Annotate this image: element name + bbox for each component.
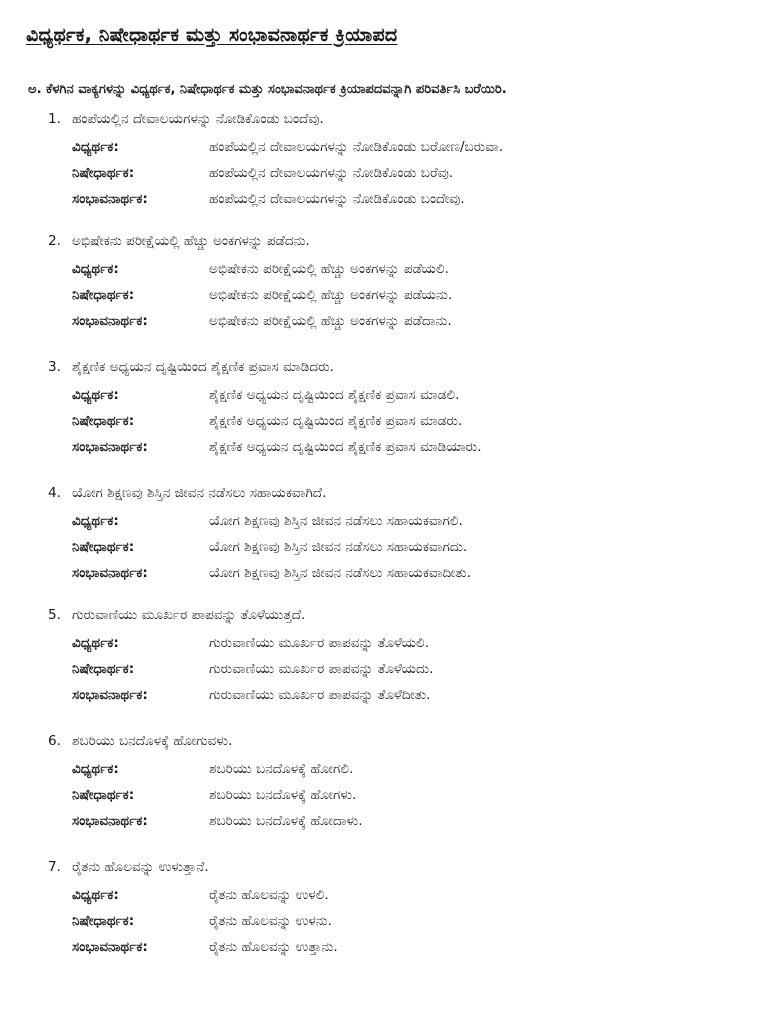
answer-vidhyarthaka xyxy=(72,256,452,282)
answer-block xyxy=(72,882,338,960)
answer-label: ವಿಧ್ಯರ್ಥಕ: xyxy=(72,139,119,155)
exercise-item-7 xyxy=(0,852,768,974)
exercise-list xyxy=(0,104,768,974)
question-number: 4. xyxy=(48,485,61,501)
answer-block xyxy=(72,256,452,334)
answer-sambhavanarthaka xyxy=(72,682,433,708)
exercise-item-4 xyxy=(0,478,768,600)
question-text: ಹಂಪೆಯಲ್ಲಿನ ದೇವಾಲಯಗಳನ್ನು ನೋಡಿಕೊಂಡು ಬಂದೆವು. xyxy=(72,111,324,127)
answer-label: ಸಂಭಾವನಾರ್ಥಕ: xyxy=(72,439,148,455)
question-number: 2. xyxy=(48,233,61,249)
question-text: ಯೋಗ ಶಿಕ್ಷಣವು ಶಿಸ್ತಿನ ಜೀವನ ನಡೆಸಲು ಸಹಾಯಕವಾಗಿದೆ. xyxy=(72,485,327,501)
answer-block xyxy=(72,382,482,460)
answer-sambhavanarthaka xyxy=(72,560,471,586)
answer-text: ಶೈಕ್ಷಣಿಕ ಅಧ್ಯಯನ ದೃಷ್ಟಿಯಿಂದ ಶೈಕ್ಷಣಿಕ ಪ್ರವಾಸ ಮಾಡಲಿ. xyxy=(209,387,460,403)
answer-text: ಅಭಿಷೇಕನು ಪರೀಕ್ಷೆಯಲ್ಲಿ ಹೆಚ್ಚು ಅಂಕಗಳನ್ನು ಪಡೆಯನು. xyxy=(209,287,453,303)
answer-label: ವಿಧ್ಯರ್ಥಕ: xyxy=(72,887,119,903)
answer-label: ನಿಷೇಧಾರ್ಥಕ: xyxy=(72,413,135,429)
answer-vidhyarthaka xyxy=(72,882,338,908)
answer-text: ರೈತನು ಹೊಲವನ್ನು ಉಳಲಿ. xyxy=(209,887,329,903)
answer-text: ಶೈಕ್ಷಣಿಕ ಅಧ್ಯಯನ ದೃಷ್ಟಿಯಿಂದ ಶೈಕ್ಷಣಿಕ ಪ್ರವಾಸ ಮಾಡಿಯಾರು. xyxy=(209,439,482,455)
answer-sambhavanarthaka xyxy=(72,186,503,212)
question-sentence xyxy=(48,730,232,752)
exercise-instruction: ಅ. ಕೆಳಗಿನ ವಾಕ್ಯಗಳನ್ನು ವಿಧ್ಯರ್ಥಕ, ನಿಷೇಧಾರ್ಥಕ ಮತ್ತು ಸಂಭಾವನಾರ್ಥಕ ಕ್ರಿಯಾಪದವನ್ನಾಗಿ ಪರಿವರ್ತಿಸಿ ಬರೆಯಿರಿ. xyxy=(28,82,507,97)
question-number: 5. xyxy=(48,607,61,623)
answer-text: ಹಂಪೆಯಲ್ಲಿನ ದೇವಾಲಯಗಳನ್ನು ನೋಡಿಕೊಂಡು ಬರೋಣ/ಬರುವಾ. xyxy=(209,139,504,155)
answer-label: ಸಂಭಾವನಾರ್ಥಕ: xyxy=(72,939,148,955)
answer-sambhavanarthaka xyxy=(72,808,363,834)
exercise-item-3 xyxy=(0,352,768,478)
answer-block xyxy=(72,134,503,212)
question-number: 3. xyxy=(48,359,61,375)
answer-nishedharthaka xyxy=(72,908,338,934)
answer-text: ಅಭಿಷೇಕನು ಪರೀಕ್ಷೆಯಲ್ಲಿ ಹೆಚ್ಚು ಅಂಕಗಳನ್ನು ಪಡೆದಾನು. xyxy=(209,313,452,329)
answer-label: ನಿಷೇಧಾರ್ಥಕ: xyxy=(72,913,135,929)
answer-sambhavanarthaka xyxy=(72,934,338,960)
answer-nishedharthaka xyxy=(72,160,503,186)
answer-label: ಸಂಭಾವನಾರ್ಥಕ: xyxy=(72,191,148,207)
answer-nishedharthaka xyxy=(72,534,471,560)
answer-text: ಗುರುವಾಣಿಯು ಮೂರ್ಖರ ಪಾಪವನ್ನು ತೊಳೆದೀತು. xyxy=(209,687,431,703)
answer-nishedharthaka xyxy=(72,408,482,434)
exercise-item-5 xyxy=(0,600,768,726)
page-title: ವಿಧ್ಯರ್ಥಕ, ನಿಷೇಧಾರ್ಥಕ ಮತ್ತು ಸಂಭಾವನಾರ್ಥಕ ಕ್ರಿಯಾಪದ xyxy=(26,24,398,46)
answer-label: ನಿಷೇಧಾರ್ಥಕ: xyxy=(72,661,135,677)
answer-text: ಯೋಗ ಶಿಕ್ಷಣವು ಶಿಸ್ತಿನ ಜೀವನ ನಡೆಸಲು ಸಹಾಯಕವಾಗದು. xyxy=(209,539,468,555)
question-sentence xyxy=(48,856,209,878)
answer-text: ಶೈಕ್ಷಣಿಕ ಅಧ್ಯಯನ ದೃಷ್ಟಿಯಿಂದ ಶೈಕ್ಷಣಿಕ ಪ್ರವಾಸ ಮಾಡರು. xyxy=(209,413,463,429)
answer-label: ನಿಷೇಧಾರ್ಥಕ: xyxy=(72,165,135,181)
question-text: ಅಭಿಷೇಕನು ಪರೀಕ್ಷೆಯಲ್ಲಿ ಹೆಚ್ಚು ಅಂಕಗಳನ್ನು ಪಡೆದನು. xyxy=(72,233,310,249)
answer-block xyxy=(72,756,363,834)
answer-text: ಹಂಪೆಯಲ್ಲಿನ ದೇವಾಲಯಗಳನ್ನು ನೋಡಿಕೊಂಡು ಬಂದೇವು. xyxy=(209,191,465,207)
answer-nishedharthaka xyxy=(72,282,452,308)
question-text: ಶಬರಿಯು ಬನದೊಳಕ್ಕೆ ಹೋಗುವಳು. xyxy=(72,733,233,749)
question-text: ರೈತನು ಹೊಲವನ್ನು ಉಳುತ್ತಾನೆ. xyxy=(72,859,209,875)
answer-label: ನಿಷೇಧಾರ್ಥಕ: xyxy=(72,787,135,803)
exercise-item-6 xyxy=(0,726,768,852)
answer-label: ಸಂಭಾವನಾರ್ಥಕ: xyxy=(72,313,148,329)
answer-text: ಶಬರಿಯು ಬನದೊಳಕ್ಕೆ ಹೋದಾಳು. xyxy=(209,813,363,829)
answer-nishedharthaka xyxy=(72,656,433,682)
exercise-item-1 xyxy=(0,104,768,226)
answer-sambhavanarthaka xyxy=(72,434,482,460)
question-sentence xyxy=(48,482,327,504)
answer-label: ವಿಧ್ಯರ್ಥಕ: xyxy=(72,635,119,651)
answer-block xyxy=(72,630,433,708)
question-number: 7. xyxy=(48,859,61,875)
answer-text: ಗುರುವಾಣಿಯು ಮೂರ್ಖರ ಪಾಪವನ್ನು ತೊಳೆಯಲಿ. xyxy=(209,635,430,651)
answer-label: ವಿಧ್ಯರ್ಥಕ: xyxy=(72,761,119,777)
answer-label: ಸಂಭಾವನಾರ್ಥಕ: xyxy=(72,813,148,829)
question-number: 6. xyxy=(48,733,61,749)
answer-text: ಯೋಗ ಶಿಕ್ಷಣವು ಶಿಸ್ತಿನ ಜೀವನ ನಡೆಸಲು ಸಹಾಯಕವಾಗಲಿ. xyxy=(209,513,463,529)
answer-text: ಹಂಪೆಯಲ್ಲಿನ ದೇವಾಲಯಗಳನ್ನು ನೋಡಿಕೊಂಡು ಬರೆವು. xyxy=(209,165,454,181)
answer-vidhyarthaka xyxy=(72,134,503,160)
answer-label: ವಿಧ್ಯರ್ಥಕ: xyxy=(72,261,119,277)
question-text: ಗುರುವಾಣಿಯು ಮೂರ್ಖರ ಪಾಪವನ್ನು ತೊಳೆಯುತ್ತದೆ. xyxy=(72,607,306,623)
answer-block xyxy=(72,508,471,586)
question-sentence xyxy=(48,230,310,252)
answer-text: ಶಬರಿಯು ಬನದೊಳಕ್ಕೆ ಹೋಗಲಿ. xyxy=(209,761,354,777)
question-sentence xyxy=(48,108,324,130)
answer-text: ಯೋಗ ಶಿಕ್ಷಣವು ಶಿಸ್ತಿನ ಜೀವನ ನಡೆಸಲು ಸಹಾಯಕವಾದೀತು. xyxy=(209,565,472,581)
answer-vidhyarthaka xyxy=(72,756,363,782)
answer-label: ವಿಧ್ಯರ್ಥಕ: xyxy=(72,387,119,403)
answer-text: ರೈತನು ಹೊಲವನ್ನು ಉತ್ತಾನು. xyxy=(209,939,338,955)
answer-text: ಅಭಿಷೇಕನು ಪರೀಕ್ಷೆಯಲ್ಲಿ ಹೆಚ್ಚು ಅಂಕಗಳನ್ನು ಪಡೆಯಲಿ. xyxy=(209,261,449,277)
question-sentence xyxy=(48,604,305,626)
answer-vidhyarthaka xyxy=(72,508,471,534)
answer-text: ಗುರುವಾಣಿಯು ಮೂರ್ಖರ ಪಾಪವನ್ನು ತೊಳೆಯದು. xyxy=(209,661,434,677)
question-sentence xyxy=(48,356,334,378)
answer-sambhavanarthaka xyxy=(72,308,452,334)
answer-text: ರೈತನು ಹೊಲವನ್ನು ಉಳನು. xyxy=(209,913,332,929)
answer-nishedharthaka xyxy=(72,782,363,808)
exercise-item-2 xyxy=(0,226,768,352)
answer-vidhyarthaka xyxy=(72,382,482,408)
answer-vidhyarthaka xyxy=(72,630,433,656)
question-number: 1. xyxy=(48,111,61,127)
answer-label: ನಿಷೇಧಾರ್ಥಕ: xyxy=(72,539,135,555)
answer-label: ನಿಷೇಧಾರ್ಥಕ: xyxy=(72,287,135,303)
answer-label: ಸಂಭಾವನಾರ್ಥಕ: xyxy=(72,687,148,703)
answer-text: ಶಬರಿಯು ಬನದೊಳಕ್ಕೆ ಹೋಗಳು. xyxy=(209,787,357,803)
answer-label: ವಿಧ್ಯರ್ಥಕ: xyxy=(72,513,119,529)
answer-label: ಸಂಭಾವನಾರ್ಥಕ: xyxy=(72,565,148,581)
question-text: ಶೈಕ್ಷಣಿಕ ಅಧ್ಯಯನ ದೃಷ್ಟಿಯಿಂದ ಶೈಕ್ಷಣಿಕ ಪ್ರವಾಸ ಮಾಡಿದರು. xyxy=(72,359,334,375)
